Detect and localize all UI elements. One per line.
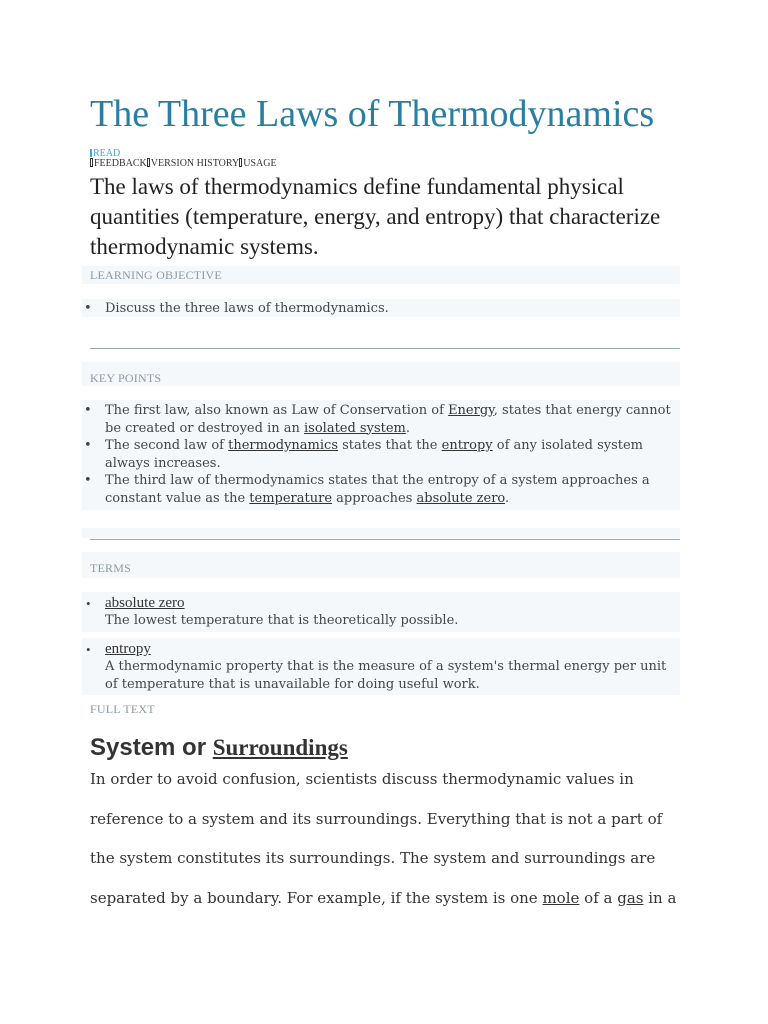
term-definition: A thermodynamic property that is the measure of a system's thermal energy per unit of temperature that is unavailable for doing useful work. (105, 659, 667, 692)
body-paragraph: In order to avoid confusion, scientists discuss thermodynamic values in reference to a system and its surroundings. Everything that is not a part of the system constitutes its surroundings. The system and surroundings are separated by a boundary. For example, if the system is one mole of a gas in a (90, 770, 677, 907)
version-history-icon (147, 158, 150, 167)
list-item: • The third law of thermodynamics states that the entropy of a system approaches a constant value as the temperature approaches absolute zero. (82, 472, 680, 507)
key-points-label: KEY POINTS (90, 371, 162, 385)
toolbar (90, 158, 277, 169)
term-item (82, 638, 680, 695)
term-item (82, 592, 680, 632)
surroundings-link[interactable]: Surroundings (212, 735, 348, 760)
page-title: The Three Laws of Thermodynamics (90, 93, 655, 135)
learning-objective-label: LEARNING OBJECTIVE (90, 268, 222, 282)
learning-objective-list (82, 300, 680, 318)
divider (90, 539, 680, 540)
term-name[interactable]: absolute zero (105, 595, 185, 611)
usage-icon (239, 158, 242, 167)
thermodynamics-link[interactable]: thermodynamics (228, 438, 338, 453)
terms-label: TERMS (90, 561, 132, 575)
bullet: • (86, 596, 91, 611)
key-points-list (82, 402, 680, 507)
feedback-button[interactable]: FEEDBACK (90, 158, 147, 169)
read-label: READ (93, 148, 121, 159)
feedback-icon (90, 158, 93, 167)
terms-band (82, 552, 680, 578)
mole-link[interactable]: mole (542, 888, 580, 907)
intro-summary: The laws of thermodynamics define fundamental physical quantities (temperature, energy, and entropy) that characterize thermodynamic systems. (90, 174, 661, 259)
isolated-system-link[interactable]: isolated system (304, 420, 406, 436)
list-item: • The second law of thermodynamics states that the entropy of any isolated system always increases. (82, 437, 680, 472)
list-item: • Discuss the three laws of thermodynamics. (82, 300, 680, 318)
key-points-band (82, 362, 680, 386)
spacer-band (82, 528, 680, 538)
section-heading: System or Surroundings (90, 734, 348, 761)
temperature-link[interactable]: temperature (249, 490, 333, 506)
version-history-button[interactable]: VERSION HISTORY (147, 158, 239, 169)
read-icon (90, 149, 92, 157)
term-definition: The lowest temperature that is theoretically possible. (105, 613, 459, 628)
absolute-zero-link[interactable]: absolute zero (416, 490, 506, 506)
term-name[interactable]: entropy (105, 641, 151, 657)
gas-link[interactable]: gas (617, 888, 644, 907)
divider (90, 348, 680, 349)
bullet: • (86, 642, 91, 657)
entropy-link[interactable]: entropy (441, 438, 493, 453)
usage-button[interactable]: USAGE (239, 158, 276, 169)
full-text-label: FULL TEXT (90, 702, 155, 716)
list-item: • The first law, also known as Law of Conservation of Energy, states that energy cannot be created or destroyed in an isolated system. (82, 402, 680, 437)
energy-link[interactable]: Energy (448, 403, 494, 418)
